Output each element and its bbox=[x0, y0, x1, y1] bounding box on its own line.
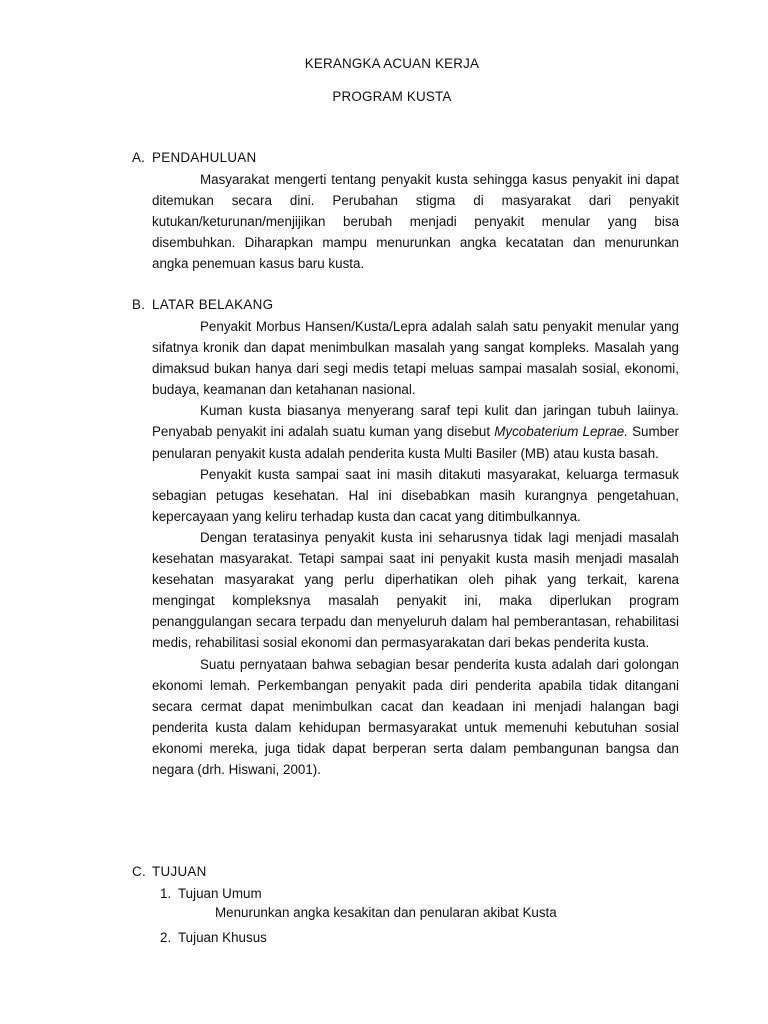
paragraph: Penyakit Morbus Hansen/Kusta/Lepra adalah salah satu penyakit menular yang sifatnya kronik dan dapat menimbulkan masalah yang sangat kompleks. Masalah yang dimaksud bukan hanya dari segi medis tetapi meluas sampai masalah sosial, ekonomi, budaya, keamanan dan ketahanan nasional. bbox=[152, 319, 679, 398]
paragraph: Penyakit kusta sampai saat ini masih ditakuti masyarakat, keluarga termasuk sebagian petugas kesehatan. Hal ini disebabkan masih kurangnya pengetahuan, kepercayaan yang keliru terhadap kusta dan cacat yang ditimbulkannya. bbox=[152, 466, 679, 524]
section-body-pendahuluan bbox=[152, 169, 679, 274]
paragraph-text: Kuman kusta biasanya menyerang saraf tepi kulit dan jaringan tubuh laiinya. Penyabab penyakit ini adalah suatu kuman yang disebut bbox=[152, 403, 679, 440]
document-title: KERANGKA ACUAN KERJA bbox=[304, 56, 480, 71]
paragraph: Suatu pernyataan bahwa sebagian besar penderita kusta adalah dari golongan ekonomi lemah. Perkembangan penyakit pada diri penderita apabila tidak ditangani secara cermat dapat menimbulkan cacat dan keadaan ini menjadi halangan bagi penderita kusta dalam kehidupan bermasyarakat untuk memenuhi kebutuhan sosial ekonomi mereka, juga tidak dapat berperan serta dalam pembangunan bangsa dan negara (drh. Hiswani, 2001). bbox=[152, 656, 679, 777]
section-title: LATAR BELAKANG bbox=[152, 297, 274, 312]
species-name: Mycobaterium Leprae. bbox=[494, 424, 628, 440]
list-number: 2. bbox=[160, 930, 172, 945]
list-label: Tujuan Khusus bbox=[178, 930, 267, 945]
list-item-tujuan-khusus bbox=[160, 927, 267, 949]
section-heading-tujuan bbox=[132, 864, 207, 879]
list-label: Tujuan Umum bbox=[178, 886, 262, 901]
section-title: PENDAHULUAN bbox=[152, 150, 257, 165]
section-letter: A. bbox=[132, 150, 146, 165]
section-heading-pendahuluan bbox=[132, 150, 257, 165]
section-letter: B. bbox=[132, 297, 146, 312]
section-heading-latar-belakang bbox=[132, 297, 273, 312]
paragraph: Dengan teratasinya penyakit kusta ini seharusnya tidak lagi menjadi masalah kesehatan masyarakat. Tetapi sampai saat ini penyakit kusta masih menjadi masalah kesehatan masyarakat yang perlu diperhatikan oleh pihak yang terkait, karena mengingat kompleksnya masalah penyakit ini, maka diperlukan program penanggulangan secara terpadu dan menyeluruh dalam hal pemberantasan, rehabilitasi medis, rehabilitasi sosial ekonomi dan permasyarakatan dari bekas penderita kusta. bbox=[152, 529, 679, 651]
paragraph bbox=[152, 400, 679, 463]
paragraph: Masyarakat mengerti tentang penyakit kusta sehingga kasus penyakit ini dapat ditemukan secara dini. Perubahan stigma di masyarakat dari penyakit kutukan/keturunan/menjijikan berubah menjadi penyakit menular yang bisa disembuhkan. Diharapkan mampu menurunkan angka kecatatan dan menurunkan angka penemuan kasus baru kusta. bbox=[152, 172, 679, 272]
section-letter: C. bbox=[132, 864, 146, 879]
section-title: TUJUAN bbox=[152, 864, 207, 879]
section-body-latar-belakang bbox=[152, 316, 679, 780]
paragraph-text: Sumber penularan penyakit kusta adalah penderita kusta Multi Basiler (MB) atau kusta basah. bbox=[152, 424, 679, 461]
document-subtitle: PROGRAM KUSTA bbox=[332, 89, 452, 104]
list-item-detail: Menurunkan angka kesakitan dan penularan akibat Kusta bbox=[215, 905, 557, 920]
list-number: 1. bbox=[160, 886, 172, 901]
list-item-tujuan-umum bbox=[160, 883, 262, 905]
